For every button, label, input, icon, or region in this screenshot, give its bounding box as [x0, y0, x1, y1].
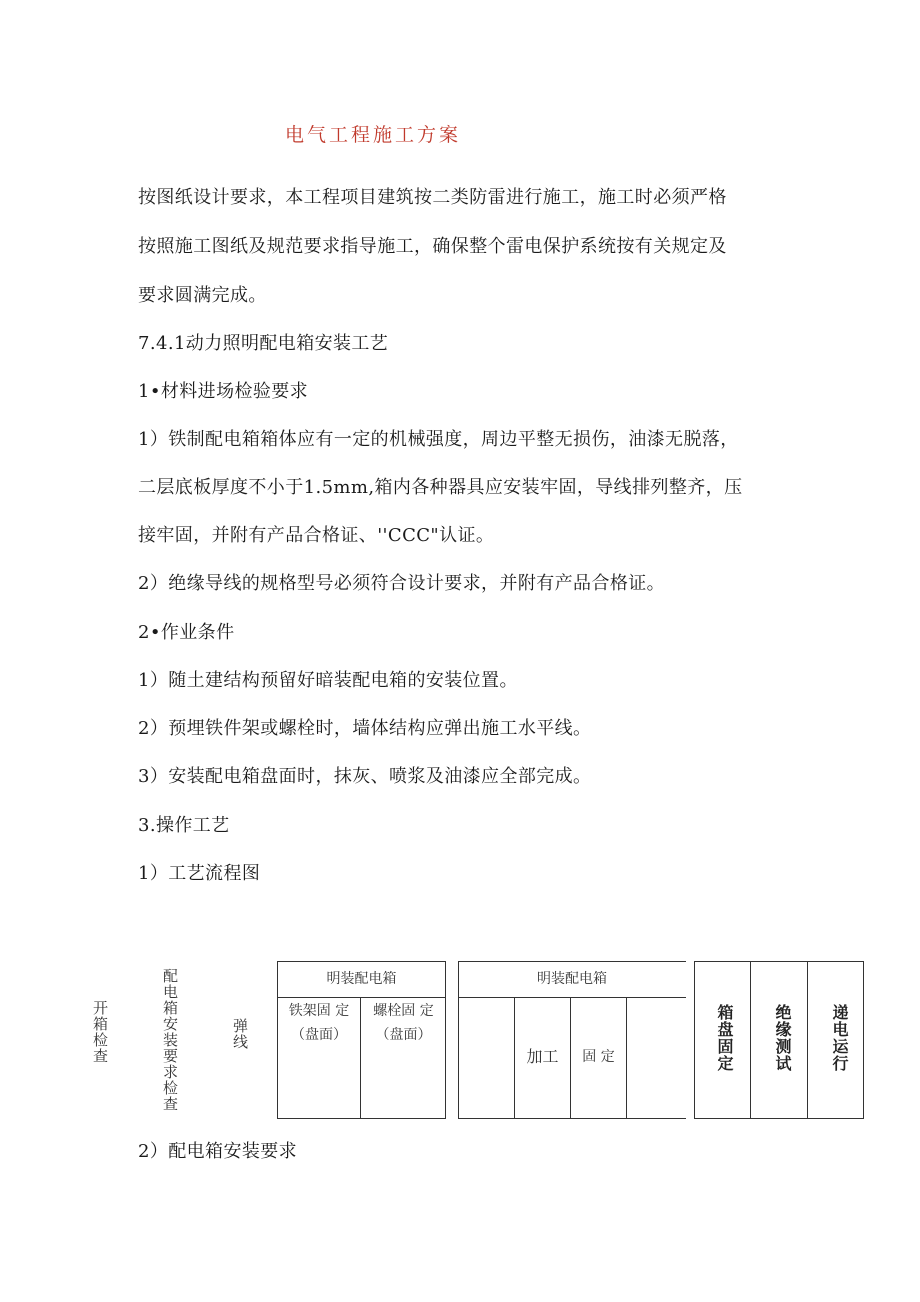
box2-fix: 固 定 [582, 1049, 615, 1065]
final-step-box-fix: 箱盘固定 [715, 1004, 734, 1072]
paragraph: 1）随土建结构预留好暗装配电箱的安装位置。 [138, 670, 518, 691]
box2-header: 明装配电箱 [537, 971, 607, 987]
paragraph: 按图纸设计要求，本工程项目建筑按二类防雷进行施工，施工时必须严格 [138, 187, 727, 208]
paragraph: 要求圆满完成。 [138, 285, 267, 306]
paragraph: 接牢固，并附有产品合格证、''CCC"认证。 [138, 525, 495, 546]
box1-col1-line2: （盘面） [291, 1027, 347, 1043]
section-heading: 7.4.1动力照明配电箱安装工艺 [138, 333, 389, 354]
subsection-heading: 3.操作工艺 [138, 815, 230, 836]
paragraph: 按照施工图纸及规范要求指导施工，确保整个雷电保护系统按有关规定及 [138, 236, 727, 257]
final-step-insulation-test: 绝缘测试 [773, 1004, 792, 1072]
paragraph: 2）配电箱安装要求 [138, 1141, 298, 1162]
box1-col2-line1: 螺栓固 定 [373, 1003, 434, 1019]
paragraph: 2）绝缘导线的规格型号必须符合设计要求，并附有产品合格证。 [138, 573, 666, 594]
paragraph: 1）工艺流程图 [138, 863, 261, 884]
box1-col1-line1: 铁架固 定 [288, 1003, 350, 1019]
paragraph: 1）铁制配电箱箱体应有一定的机械强度，周边平整无损伤，油漆无脱落， [138, 429, 739, 450]
subsection-heading: 2•作业条件 [138, 622, 235, 643]
box1-col2-line2: （盘面） [375, 1027, 432, 1043]
box1-header: 明装配电箱 [326, 971, 397, 987]
paragraph: 2）预埋铁件架或螺栓时，墙体结构应弹出施工水平线。 [138, 718, 592, 739]
paragraph: 3）安装配电箱盘面时，抹灰、喷浆及油漆应全部完成。 [138, 766, 592, 787]
subsection-heading: 1•材料进场检验要求 [138, 381, 309, 402]
final-step-power-on: 递电运行 [830, 1004, 849, 1072]
flow-step-open-inspect: 开箱检查 [91, 1000, 109, 1064]
flow-step-marking: 弹线 [231, 1018, 249, 1050]
document-title: 电气工程施工方案 [285, 124, 462, 146]
flow-step-requirement-check: 配电箱安装要求检查 [161, 968, 179, 1112]
box2-process: 加工 [526, 1047, 559, 1066]
paragraph: 二层底板厚度不小于1.5mm,箱内各种器具应安装牢固，导线排列整齐，压 [138, 477, 743, 498]
